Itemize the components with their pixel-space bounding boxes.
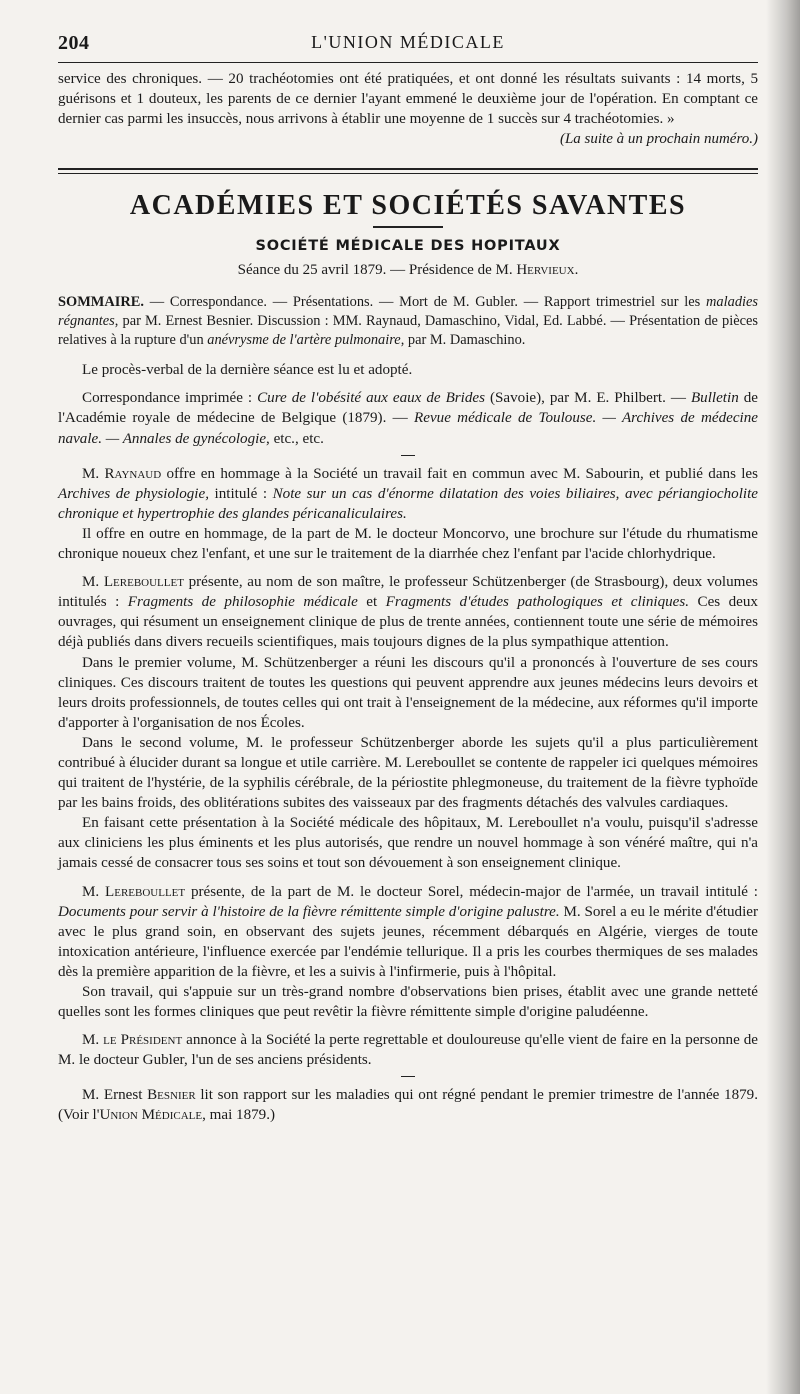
raynaud-paragraph: M. Raynaud offre en hommage à la Société un travail fait en commun avec M. Sabourin, et publié dans les Archives de physiologie, intitulé : Note sur un cas d'énorme dilatation des voies biliaires, avec périangiocholite chronique et hypertrophie des glandes péricanaliculaires. bbox=[58, 465, 758, 522]
seance-line: Séance du 25 avril 1879. — Présidence de M. Hervieux. bbox=[237, 262, 579, 279]
speaker-name: M. Lereboullet bbox=[82, 574, 184, 591]
sommaire: SOMMAIRE. — Correspondance. — Présentations. — Mort de M. Gubler. — Rapport trimestriel sur les maladies régnantes, par M. Ernest Besnier. Discussion : MM. Raynaud, Damaschino, Vidal, Ed. Labbé. — Présentation de pièces relatives à la rupture d'un anévrysme de l'artère pulmonaire, par M. Damaschino. bbox=[58, 294, 758, 349]
speaker-name: Besnier bbox=[147, 1087, 196, 1104]
sorel-paragraph: M. Lereboullet présente, de la part de M. le docteur Sorel, médecin-major de l'armée, un travail intitulé : Documents pour servir à l'histoire de la fièvre rémittente simple d'origine palustre. M. Sorel a eu le mérite d'étudier avec le plus grand soin, en observant des sujets jeunes, récemment débarqués en Algérie, vierges de toute intoxication antérieure, l'influence exercée par l'endémie tellurique. Il a pris les courbes thermiques de ses malades dès la première apparition de la fièvre, et les a suivis à l'infirmerie, puis à l'hôpital. bbox=[58, 883, 758, 980]
sorel-conclusion-paragraph: Son travail, qui s'appuie sur un très-grand nombre d'observations bien prises, établit avec une grande netteté quelles sont les formes cliniques que peut revêtir la fièvre rémittente simple d'origine paludéenne. bbox=[58, 984, 758, 1021]
section-double-rule bbox=[58, 168, 758, 174]
page-header bbox=[58, 26, 758, 60]
sommaire-label: SOMMAIRE. bbox=[58, 294, 144, 311]
separator-dash bbox=[401, 455, 415, 456]
section-title: ACADÉMIES ET SOCIÉTÉS SAVANTES bbox=[129, 190, 687, 222]
previous-article-end: service des chroniques. — 20 trachéotomies ont été pratiquées, et ont donné les résultats suivants : 14 morts, 5 guérisons et 1 douteux, les parents de ce dernier l'ayant emmené le deuxième jour de l'opération. En comptant ce dernier cas parmi les insuccès, nous arrivons à établir une moyenne de 1 succès sur 4 trachéotomies. » bbox=[58, 71, 758, 128]
speaker-name: M. le Président bbox=[82, 1032, 183, 1049]
president-paragraph: M. le Président annonce à la Société la perte regrettable et douloureuse qu'elle vient de faire en la personne de M. le docteur Gubler, l'un de ses anciens présidents. bbox=[58, 1032, 758, 1069]
speaker-name: M. Lereboullet bbox=[82, 883, 186, 900]
first-volume-paragraph: Dans le premier volume, M. Schützenberger a réuni les discours qu'il a prononcés à l'ouverture de ses cours cliniques. Ces discours traitent de toutes les questions qui peuvent apprendre aux jeunes médecins leurs devoirs et leurs droits professionnels, de toutes celles qui ont trait à l'enseignement de la médecine, aux réformes qu'il importe d'apporter à l'organisation de nos Écoles. bbox=[58, 654, 758, 731]
page-gutter-shadow bbox=[766, 0, 800, 1394]
speaker-name: M. Raynaud bbox=[82, 465, 162, 482]
moncorvo-paragraph: Il offre en outre en hommage, de la part de M. le docteur Moncorvo, une brochure sur l'étude du rhumatisme chronique noueux chez l'enfant, et une sur le traitement de la diarrhée chez l'enfant par l'acide chlorhydrique. bbox=[58, 525, 758, 563]
society-name: SOCIÉTÉ MÉDICALE DES HOPITAUX bbox=[255, 238, 561, 255]
besnier-paragraph: M. Ernest Besnier lit son rapport sur les maladies qui ont régné pendant le premier trimestre de l'année 1879. (Voir l'Union Médicale, mai 1879.) bbox=[58, 1087, 758, 1124]
header-rule bbox=[58, 62, 758, 63]
second-volume-paragraph: Dans le second volume, M. le professeur Schützenberger aborde les sujets qu'il a plus particulièrement contribué à élucider durant sa longue et utile carrière. M. Lereboullet se contente de rappeler ici quelques mémoires qui traitent de l'hystérie, de la syphilis cérébrale, de la périostite phlegmoneuse, du traitement de la fièvre typhoïde par les bains froids, des oblitérations subites des vaisseaux par des fragments détachés des valvules cardiaques. bbox=[58, 734, 758, 812]
correspondance: Correspondance imprimée : Cure de l'obésité aux eaux de Brides (Savoie), par M. E. Philbert. — Bulletin de l'Académie royale de médecine de Belgique (1879). — Revue médicale de Toulouse. — Archives de médecine navale. — Annales de gynécologie, etc., etc. bbox=[58, 390, 758, 447]
continuation-note: (La suite à un prochain numéro.) bbox=[559, 131, 758, 148]
running-title: L'UNION MÉDICALE bbox=[311, 32, 505, 52]
homage-paragraph: En faisant cette présentation à la Société médicale des hôpitaux, M. Lereboullet n'a voulu, puisqu'il s'adresse aux cliniciens les plus éminents et les plus autorisés, que rendre un nouvel hommage à son vénéré maître, qui n'a jamais cessé de consacrer tous ses soins et tout son dévouement à son enseignement clinique. bbox=[58, 815, 758, 872]
page-number: 204 bbox=[58, 32, 90, 54]
title-rule bbox=[373, 226, 443, 228]
journal-reference: Union Médicale bbox=[99, 1107, 203, 1124]
lereboullet-paragraph: M. Lereboullet présente, au nom de son maître, le professeur Schützenberger (de Strasbourg), deux volumes intitulés : Fragments de philosophie médicale et Fragments d'études pathologiques et cliniques. Ces deux ouvrages, qui résument un enseignement clinique de plus de trente années, contiennent toute une série de mémoires déjà publiés dans divers recueils scientifiques, mais toujours dignes de la plus sympathique attention. bbox=[58, 574, 758, 651]
separator-dash bbox=[401, 1076, 415, 1077]
proces-verbal: Le procès-verbal de la dernière séance est lu et adopté. bbox=[82, 362, 413, 379]
page-content bbox=[58, 26, 758, 1126]
president-name: Hervieux bbox=[516, 262, 575, 279]
